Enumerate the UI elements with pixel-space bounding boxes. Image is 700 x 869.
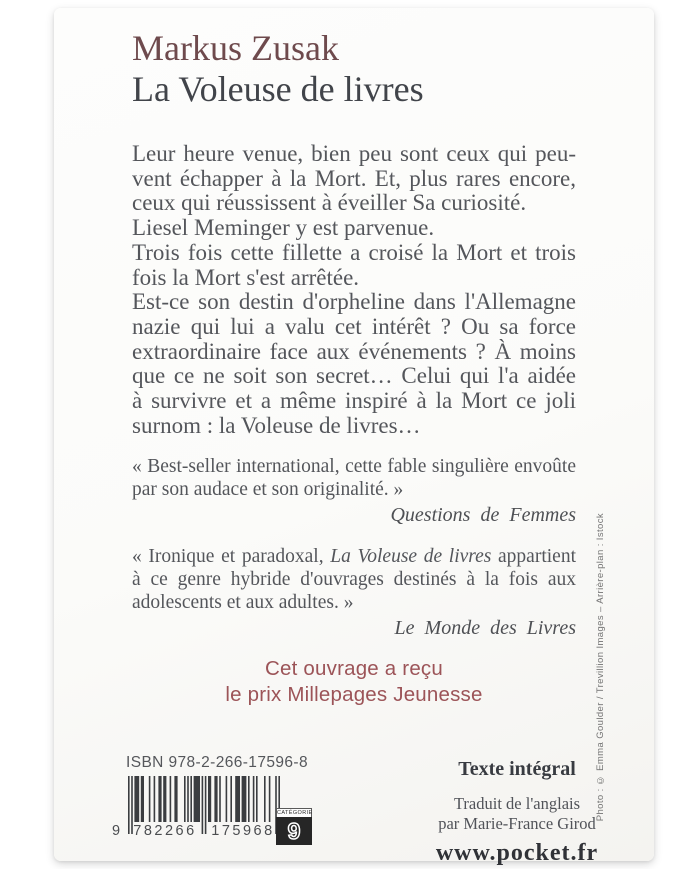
review-line: par son audace et son originalité. » (132, 479, 404, 500)
barcode-digit-group: 175968 (211, 823, 275, 839)
review-source: Questions de Femmes (390, 504, 576, 526)
ean13-barcode (112, 776, 284, 856)
synopsis-line: fois la Mort s'est arrêtée. (132, 264, 360, 290)
award-line-2: le prix Millepages Jeunesse (225, 683, 483, 706)
back-cover (54, 8, 654, 866)
translation-credit (414, 794, 620, 833)
synopsis-line: à survivre et a même inspiré à la Mort ce joli (132, 388, 576, 414)
title-block (132, 28, 424, 110)
review-line: « Ironique et paradoxal, La Voleuse de livres appartient (132, 546, 576, 567)
press-review (132, 545, 576, 640)
isbn-label: ISBN 978-2-266-17596-8 (126, 754, 308, 771)
synopsis-line: ceux qui réussissent à éveiller Sa curiosité. (132, 190, 527, 216)
publisher-website: www.pocket.fr (435, 840, 599, 866)
synopsis-line: Est-ce son destin d'orpheline dans l'Allemagne (132, 289, 576, 315)
press-review (132, 455, 576, 527)
synopsis-line: vent échapper à la Mort. Et, plus rares encore, (132, 165, 576, 191)
synopsis-line: que ce ne soit son secret… Celui qui l'a aidée (132, 363, 576, 389)
synopsis-line: Liesel Meminger y est parvenue. (132, 215, 435, 241)
award-line-1: Cet ouvrage a reçu (265, 657, 443, 680)
translation-line-2: par Marie-France Girod (438, 813, 596, 833)
translation-line-1: Traduit de l'anglais (453, 794, 581, 813)
synopsis-line: Trois fois cette fillette a croisé la Mort et trois (132, 239, 576, 265)
author-name: Markus Zusak (132, 28, 339, 68)
category-badge-number: 9 (276, 817, 312, 845)
barcode-digits (112, 823, 282, 839)
synopsis-line: Leur heure venue, bien peu sont ceux qui peu- (132, 141, 576, 166)
review-source: Le Monde des Livres (394, 617, 576, 639)
barcode-digit-group: 9 (112, 823, 121, 839)
review-line: à ce genre hybride d'ouvrages destinés à la fois aux (132, 569, 576, 590)
photo-credit: Photo : © Emma Goulder / Trevillion Images – Arrière-plan : Istock (595, 513, 606, 822)
review-line: « Best-seller international, cette fable singulière envoûte (132, 456, 576, 477)
category-badge-label: CATÉGORIE (277, 810, 313, 816)
synopsis-line: surnom : la Voleuse de livres… (132, 412, 421, 438)
synopsis-line: nazie qui lui a valu cet intérêt ? Ou sa force (132, 313, 576, 339)
edition-note: Texte intégral (458, 758, 576, 780)
award-note (54, 656, 654, 708)
edition-info (414, 758, 620, 867)
book-title: La Voleuse de livres (132, 69, 424, 109)
review-line: adolescents et aux adultes. » (132, 592, 354, 613)
barcode-digit-group: 782266 (133, 823, 197, 839)
synopsis-line: extraordinaire face aux événements ? À moins (132, 338, 576, 364)
category-badge (276, 808, 312, 845)
synopsis-text (132, 142, 576, 438)
